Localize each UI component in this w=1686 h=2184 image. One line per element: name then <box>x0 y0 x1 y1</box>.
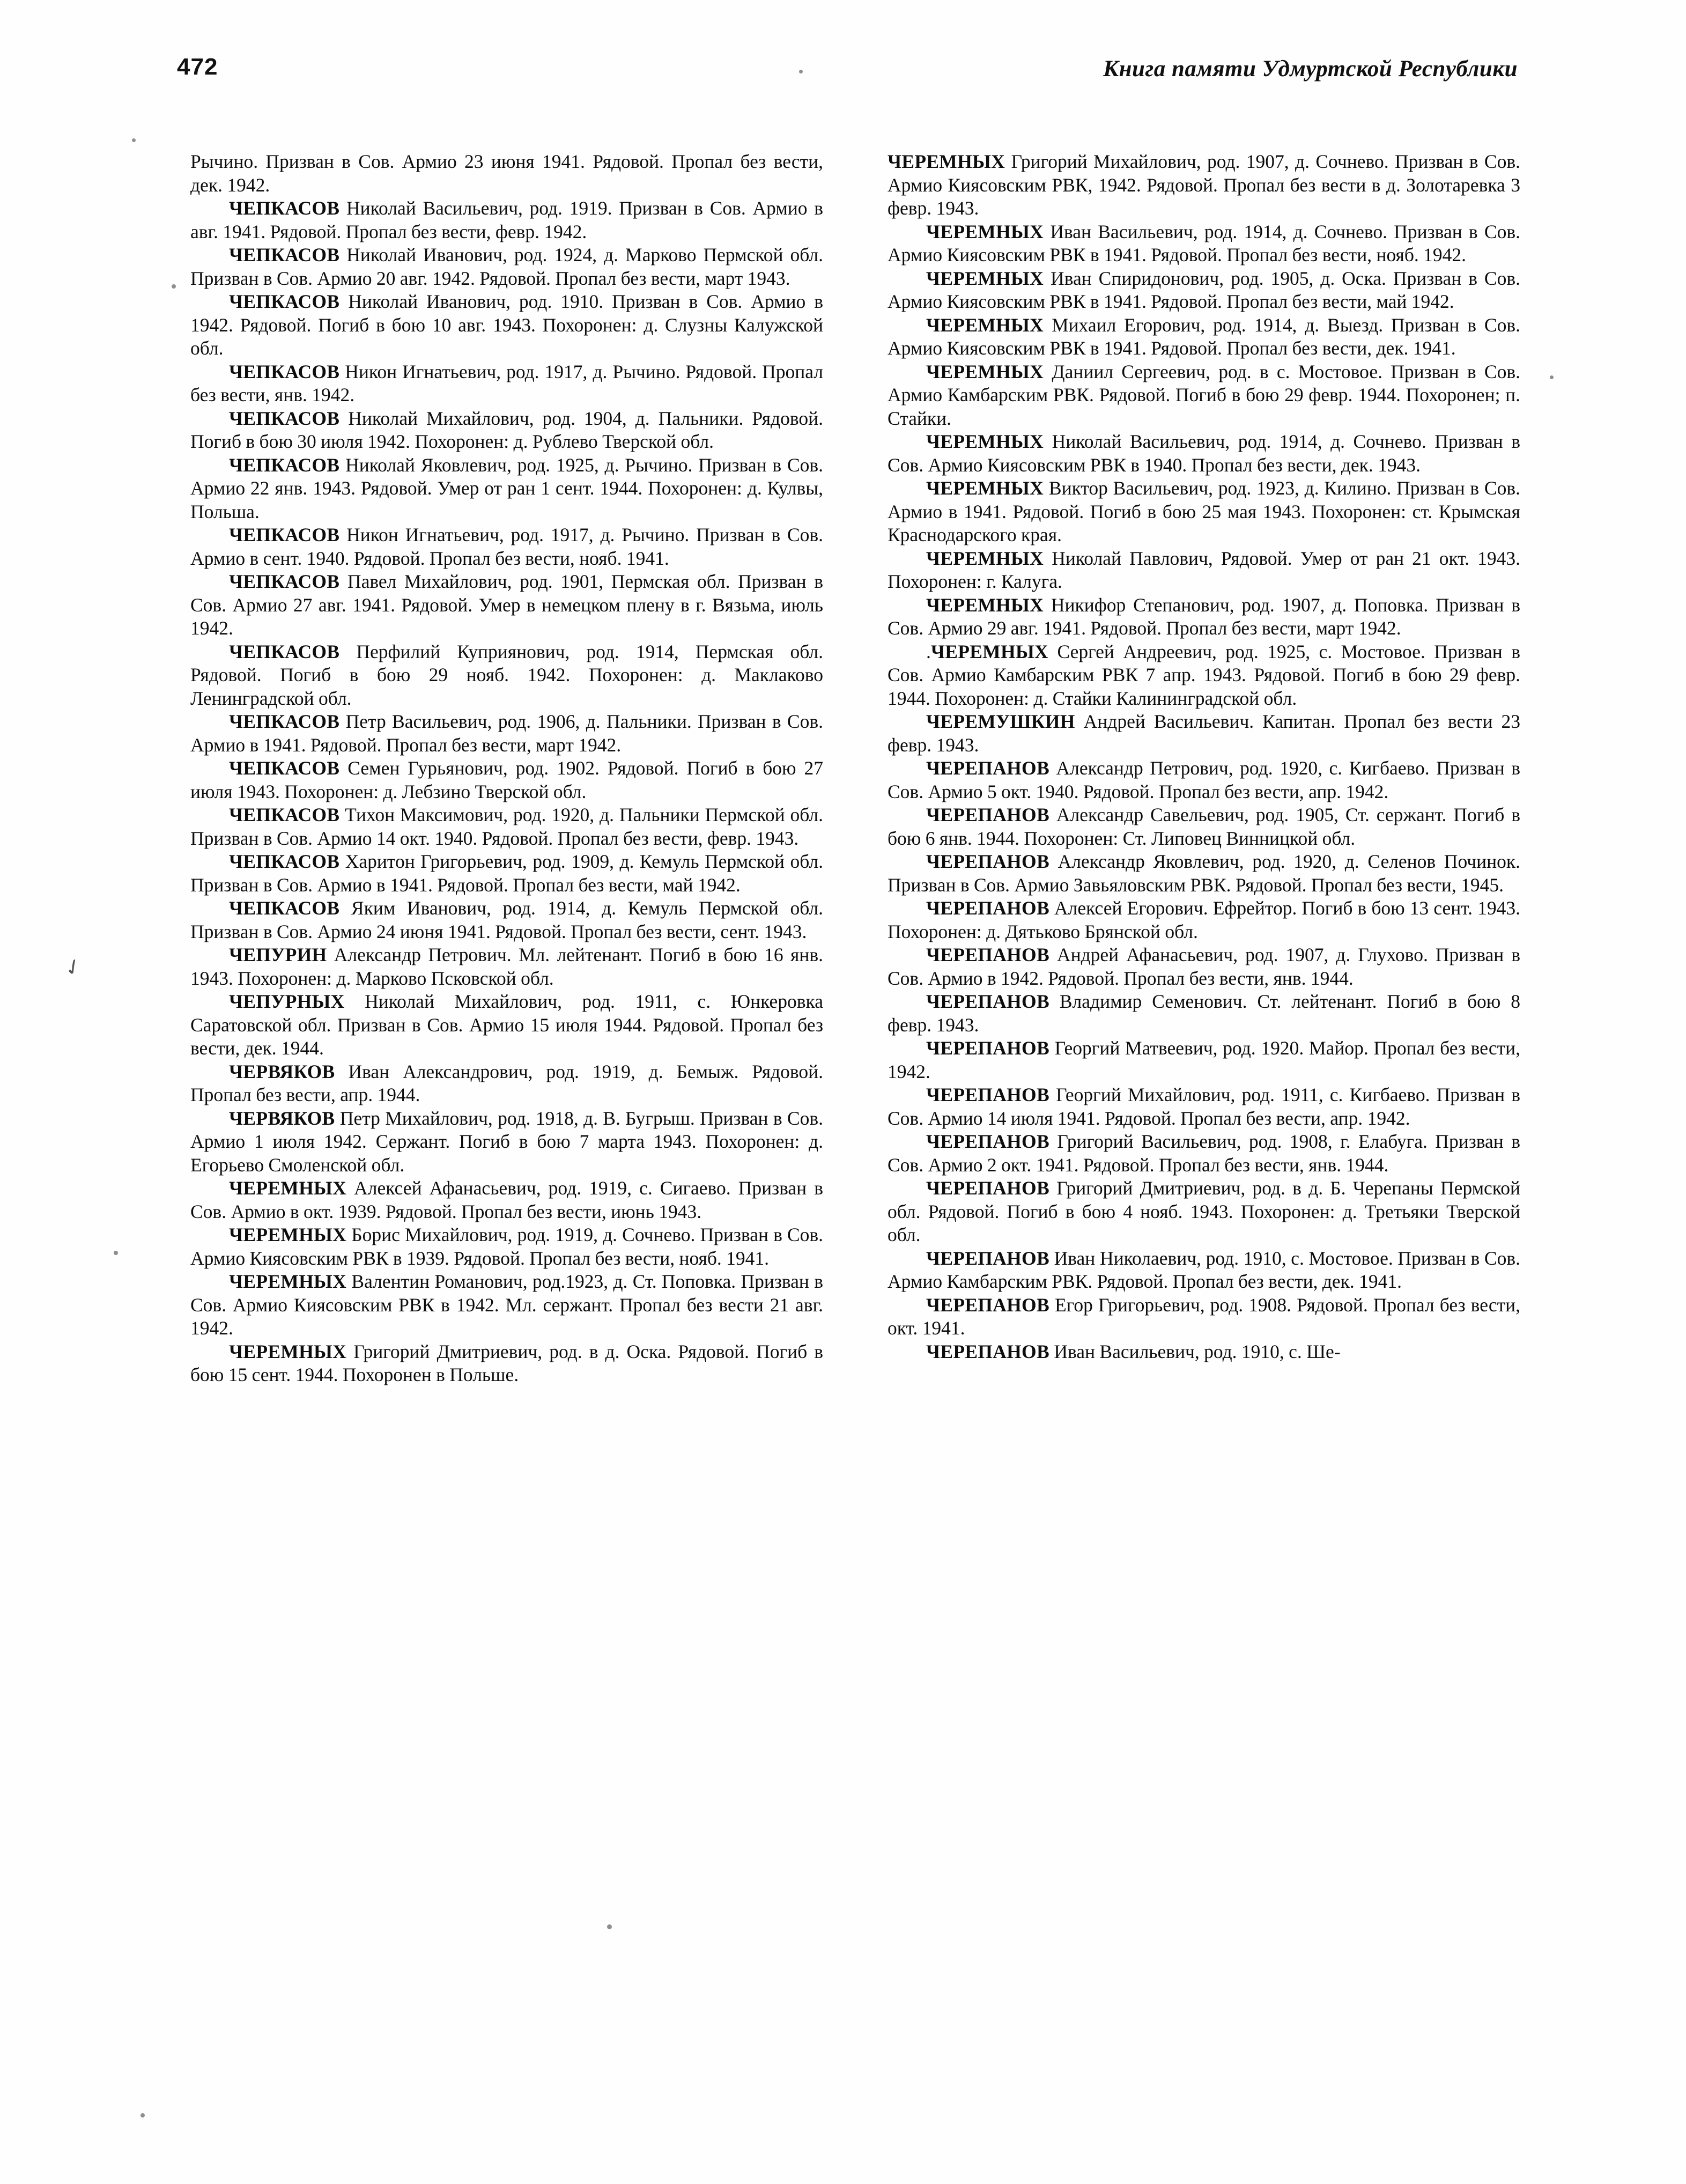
entry-surname: ЧЕРЕМНЫХ <box>926 547 1044 569</box>
entry-body: Петр Михайлович, род. 1918, д. В. Бугрыш. Призван в Сов. Армио 1 июля 1942. Сержант. Погиб в бою 7 марта 1943. Похоронен: д. Егорьево Смоленской обл. <box>190 1107 823 1176</box>
memorial-entry <box>190 1060 823 1107</box>
entry-surname: ЧЕРЕПАНОВ <box>926 1084 1049 1105</box>
text-columns <box>190 150 1520 2049</box>
memorial-entry <box>888 220 1520 267</box>
memorial-entry <box>190 570 823 640</box>
entry-surname: ЧЕРЕМНЫХ <box>229 1340 347 1362</box>
entry-surname: ЧЕПКАСОВ <box>229 640 340 662</box>
memorial-entry <box>888 1177 1520 1247</box>
memorial-entry <box>888 990 1520 1037</box>
entry-body: Яким Иванович, род. 1914, д. Кемуль Пермской обл. Призван в Сов. Армио 24 июня 1941. Рядовой. Пропал без вести, сент. 1943. <box>190 897 823 942</box>
entry-surname: ЧЕРВЯКОВ <box>229 1107 335 1129</box>
memorial-entry <box>190 360 823 407</box>
entry-body: Григорий Васильевич, род. 1908, г. Елабуга. Призван в Сов. Армио 2 окт. 1941. Рядовой. Пропал без вести, янв. 1944. <box>888 1131 1520 1176</box>
memorial-entry <box>888 1037 1520 1083</box>
memorial-entry <box>190 897 823 943</box>
entry-body: Петр Васильевич, род. 1906, д. Пальники. Призван в Сов. Армио в 1941. Рядовой. Пропал без вести, март 1942. <box>190 711 823 756</box>
entry-surname: ЧЕПКАСОВ <box>229 711 340 732</box>
entry-surname: ЧЕРЕМНЫХ <box>926 594 1044 616</box>
entry-surname: ЧЕПКАСОВ <box>229 454 340 476</box>
entry-surname: ЧЕРЕМНЫХ <box>229 1177 347 1199</box>
entry-body: Иван Спиридонович, род. 1905, д. Оска. Призван в Сов. Армио Киясовским РВК в 1941. Рядовой. Пропал без вести, май 1942. <box>888 267 1520 312</box>
entry-surname: ЧЕПКАСОВ <box>229 197 340 219</box>
entry-surname: ЧЕРЕМНЫХ <box>926 267 1044 289</box>
entry-body: Григорий Михайлович, род. 1907, д. Сочнево. Призван в Сов. Армио Киясовским РВК, 1942. Рядовой. Пропал без вести в д. Золотаревка 3 февр. 1943. <box>888 151 1520 219</box>
entry-body: Николай Михайлович, род. 1904, д. Пальники. Рядовой. Погиб в бою 30 июля 1942. Похоронен: д. Рублево Тверской обл. <box>190 407 823 452</box>
entry-body: Николай Васильевич, род. 1919. Призван в Сов. Армио в авг. 1941. Рядовой. Пропал без вести, февр. 1942. <box>190 197 823 242</box>
memorial-entry <box>190 1270 823 1340</box>
memorial-entry <box>190 290 823 360</box>
entry-surname: ЧЕРЕМНЫХ <box>926 314 1044 336</box>
entry-body: Харитон Григорьевич, род. 1909, д. Кемуль Пермской обл. Призван в Сов. Армио в 1941. Рядовой. Пропал без вести, май 1942. <box>190 851 823 896</box>
page-number: 472 <box>177 54 218 80</box>
entry-surname: ЧЕПУРНЫХ <box>229 991 345 1012</box>
entry-body: Валентин Романович, род.1923, д. Ст. Поповка. Призван в Сов. Армио Киясовским РВК в 1942. Мл. сержант. Пропал без вести 21 авг. 1942. <box>190 1271 823 1339</box>
entry-body: Никон Игнатьевич, род. 1917, д. Рычино. Рядовой. Пропал без вести, янв. 1942. <box>190 360 823 405</box>
speck <box>1550 375 1554 379</box>
entry-body: Георгий Матвеевич, род. 1920. Майор. Пропал без вести, 1942. <box>888 1037 1520 1082</box>
speck <box>172 284 176 289</box>
entry-surname: ЧЕРЕПАНОВ <box>926 944 1049 965</box>
memorial-entry <box>888 430 1520 477</box>
entry-surname: ЧЕРЕМНЫХ <box>229 1271 347 1292</box>
entry-body: Александр Яковлевич, род. 1920, д. Селенов Починок. Призван в Сов. Армио Завьяловским РВК. Рядовой. Пропал без вести, 1945. <box>888 851 1520 896</box>
entry-surname: ЧЕРЕПАНОВ <box>926 1247 1049 1269</box>
memorial-entry <box>888 803 1520 850</box>
memorial-entry <box>190 407 823 454</box>
column-right <box>888 150 1520 2049</box>
entry-body: Виктор Васильевич, род. 1923, д. Килино. Призван в Сов. Армио в 1941. Рядовой. Погиб в бою 25 мая 1943. Похоронен: ст. Крымская Краснодарского края. <box>888 477 1520 545</box>
entry-surname: ЧЕРЕМУШКИН <box>926 711 1075 732</box>
entry-surname: ЧЕРВЯКОВ <box>229 1060 335 1082</box>
entry-body: Николай Иванович, род. 1924, д. Марково Пермской обл. Призван в Сов. Армио 20 авг. 1942. Рядовой. Пропал без вести, март 1943. <box>190 244 823 289</box>
memorial-entry <box>888 1247 1520 1294</box>
memorial-entry <box>888 1340 1520 1364</box>
memorial-entry <box>190 640 823 711</box>
memorial-entry <box>888 1294 1520 1340</box>
speck <box>132 138 136 142</box>
entry-body: Алексей Афанасьевич, род. 1919, с. Сигаево. Призван в Сов. Армио в окт. 1939. Рядовой. Пропал без вести, июнь 1943. <box>190 1177 823 1222</box>
speck <box>114 1251 118 1255</box>
memorial-entry <box>888 710 1520 757</box>
entry-body: Андрей Афанасьевич, род. 1907, д. Глухово. Призван в Сов. Армио в 1942. Рядовой. Пропал без вести, янв. 1944. <box>888 944 1520 989</box>
entry-surname: ЧЕПКАСОВ <box>229 757 340 779</box>
entry-body: Никифор Степанович, род. 1907, д. Поповка. Призван в Сов. Армио 29 авг. 1941. Рядовой. Пропал без вести, март 1942. <box>888 594 1520 639</box>
entry-surname: ЧЕРЕПАНОВ <box>926 757 1049 779</box>
entry-body: Тихон Максимович, род. 1920, д. Пальники Пермской обл. Призван в Сов. Армио 14 окт. 1940. Рядовой. Пропал без вести, февр. 1943. <box>190 804 823 849</box>
memorial-entry <box>190 990 823 1060</box>
entry-body: Андрей Васильевич. Капитан. Пропал без вести 23 февр. 1943. <box>888 711 1520 756</box>
entry-body: Георгий Михайлович, род. 1911, с. Кигбаево. Призван в Сов. Армио 14 июля 1941. Рядовой. Пропал без вести, апр. 1942. <box>888 1084 1520 1129</box>
memorial-entry <box>888 640 1520 711</box>
page-header <box>177 54 1518 91</box>
memorial-entry <box>888 897 1520 943</box>
entry-body: Николай Павлович, Рядовой. Умер от ран 21 окт. 1943. Похоронен: г. Калуга. <box>888 547 1520 592</box>
column-left <box>190 150 823 2049</box>
entry-surname: ЧЕРЕМНЫХ <box>926 360 1044 382</box>
memorial-entry <box>888 314 1520 360</box>
memorial-entry <box>190 1223 823 1270</box>
entry-body: Иван Васильевич, род. 1910, с. Ше- <box>1049 1340 1341 1362</box>
entry-body: Иван Николаевич, род. 1910, с. Мостовое. Призван в Сов. Армио Камбарским РВК. Рядовой. Пропал без вести, дек. 1941. <box>888 1247 1520 1292</box>
memorial-entry <box>888 943 1520 990</box>
memorial-entry <box>190 454 823 524</box>
entry-body: Владимир Семенович. Ст. лейтенант. Погиб в бою 8 февр. 1943. <box>888 991 1520 1036</box>
memorial-entry <box>888 547 1520 594</box>
entry-body: Александр Петрович. Мл. лейтенант. Погиб в бою 16 янв. 1943. Похоронен: д. Марково Псковской обл. <box>190 944 823 989</box>
entry-surname: ЧЕПКАСОВ <box>229 897 340 919</box>
memorial-entry <box>888 1130 1520 1177</box>
entry-surname: ЧЕПКАСОВ <box>229 524 340 545</box>
entry-surname: ЧЕРЕМНЫХ <box>926 220 1044 242</box>
entry-body: Александр Савельевич, род. 1905, Ст. сержант. Погиб в бою 6 янв. 1944. Похоронен: Ст. Липовец Винницкой обл. <box>888 804 1520 849</box>
entry-surname: ЧЕРЕПАНОВ <box>926 991 1049 1012</box>
entry-body: Иван Васильевич, род. 1914, д. Сочнево. Призван в Сов. Армио Киясовским РВК в 1941. Рядовой. Пропал без вести, нояб. 1942. <box>888 220 1520 265</box>
entry-dot-mark: . <box>926 640 931 662</box>
pen-stroke: ✓ <box>60 952 87 983</box>
book-title: Книга памяти Удмуртской Республики <box>1103 56 1518 82</box>
entry-surname: ЧЕРЕПАНОВ <box>926 1037 1049 1059</box>
entry-surname: ЧЕРЕПАНОВ <box>926 851 1049 872</box>
entry-surname: ЧЕРЕМНЫХ <box>229 1224 347 1245</box>
entry-body: Иван Александрович, род. 1919, д. Бемыж. Рядовой. Пропал без вести, апр. 1944. <box>190 1060 823 1105</box>
memorial-entry <box>888 477 1520 547</box>
entry-surname: ЧЕРЕМНЫХ <box>888 151 1005 172</box>
memorial-entry <box>888 850 1520 897</box>
memorial-entry <box>888 1083 1520 1130</box>
entry-body: Рычино. Призван в Сов. Армио 23 июня 1941. Рядовой. Пропал без вести, дек. 1942. <box>190 151 823 196</box>
memorial-entry <box>888 594 1520 640</box>
entry-body: Сергей Андреевич, род. 1925, с. Мостовое. Призван в Сов. Армио Камбарским РВК 7 апр. 1943. Рядовой. Погиб в бою 29 февр. 1944. Похоронен: д. Стайки Калининградской обл. <box>888 640 1520 709</box>
entry-body: Алексей Егорович. Ефрейтор. Погиб в бою 13 сент. 1943. Похоронен: д. Дятьково Брянской обл. <box>888 897 1520 942</box>
entry-body: Александр Петрович, род. 1920, с. Кигбаево. Призван в Сов. Армио 5 окт. 1940. Рядовой. Пропал без вести, апр. 1942. <box>888 757 1520 802</box>
entry-body: Даниил Сергеевич, род. в с. Мостовое. Призван в Сов. Армио Камбарским РВК. Рядовой. Погиб в бою 29 февр. 1944. Похоронен; п. Стайки. <box>888 360 1520 429</box>
entry-body: Егор Григорьевич, род. 1908. Рядовой. Пропал без вести, окт. 1941. <box>888 1294 1520 1339</box>
memorial-entry <box>190 150 823 197</box>
memorial-entry <box>888 267 1520 314</box>
entry-surname: ЧЕРЕПАНОВ <box>926 1177 1049 1199</box>
memorial-entry <box>190 710 823 757</box>
entry-surname: ЧЕРЕМНЫХ <box>926 431 1044 452</box>
entry-body: Павел Михайлович, род. 1901, Пермская обл. Призван в Сов. Армио 27 авг. 1941. Рядовой. Умер в немецком плену в г. Вязьма, июль 1942. <box>190 571 823 639</box>
entry-surname: ЧЕПКАСОВ <box>229 360 340 382</box>
memorial-entry <box>888 360 1520 431</box>
entry-body: Перфилий Куприянович, род. 1914, Пермская обл. Рядовой. Погиб в бою 29 нояб. 1942. Похоронен: д. Маклаково Ленинградской обл. <box>190 640 823 709</box>
memorial-entry <box>190 1107 823 1177</box>
entry-surname: ЧЕПКАСОВ <box>229 407 340 429</box>
entry-surname: ЧЕРЕПАНОВ <box>926 804 1049 825</box>
entry-surname: ЧЕРЕПАНОВ <box>926 1131 1049 1152</box>
entry-body: Николай Яковлевич, род. 1925, д. Рычино. Призван в Сов. Армио 22 янв. 1943. Рядовой. Умер от ран 1 сент. 1944. Похоронен: д. Кулвы, Польша. <box>190 454 823 522</box>
memorial-entry <box>190 850 823 897</box>
entry-body: Григорий Дмитриевич, род. в д. Оска. Рядовой. Погиб в бою 15 сент. 1944. Похоронен в Польше. <box>190 1340 823 1385</box>
speck <box>140 2113 145 2117</box>
entry-surname: ЧЕРЕПАНОВ <box>926 1340 1049 1362</box>
memorial-entry <box>190 523 823 570</box>
entry-body: Никон Игнатьевич, род. 1917, д. Рычино. Призван в Сов. Армио в сент. 1940. Рядовой. Пропал без вести, нояб. 1941. <box>190 524 823 569</box>
entry-surname: ЧЕРЕПАНОВ <box>926 897 1049 919</box>
entry-surname: ЧЕРЕМНЫХ <box>926 477 1044 499</box>
memorial-entry <box>190 197 823 244</box>
entry-surname: ЧЕРЕМНЫХ <box>930 640 1048 662</box>
entry-body: Григорий Дмитриевич, род. в д. Б. Черепаны Пермской обл. Рядовой. Погиб в бою 4 нояб. 1943. Похоронен: д. Третьяки Тверской обл. <box>888 1177 1520 1245</box>
memorial-entry <box>190 1340 823 1387</box>
memorial-entry <box>190 244 823 290</box>
memorial-entry <box>190 803 823 850</box>
entry-body: Николай Михайлович, род. 1911, с. Юнкеровка Саратовской обл. Призван в Сов. Армио 15 июля 1944. Рядовой. Пропал без вести, дек. 1944. <box>190 991 823 1059</box>
entry-body: Семен Гурьянович, род. 1902. Рядовой. Погиб в бою 27 июля 1943. Похоронен: д. Лебзино Тверской обл. <box>190 757 823 802</box>
entry-surname: ЧЕПКАСОВ <box>229 851 340 872</box>
memorial-entry <box>190 943 823 990</box>
memorial-entry <box>888 757 1520 803</box>
entry-surname: ЧЕПКАСОВ <box>229 291 340 312</box>
entry-surname: ЧЕРЕПАНОВ <box>926 1294 1049 1316</box>
entry-body: Николай Васильевич, род. 1914, д. Сочнево. Призван в Сов. Армио Киясовским РВК в 1940. Пропал без вести, дек. 1943. <box>888 431 1520 476</box>
entry-body: Михаил Егорович, род. 1914, д. Выезд. Призван в Сов. Армио Киясовским РВК в 1941. Рядовой. Пропал без вести, дек. 1941. <box>888 314 1520 359</box>
entry-surname: ЧЕПУРИН <box>229 944 327 965</box>
entry-surname: ЧЕПКАСОВ <box>229 804 340 825</box>
entry-surname: ЧЕПКАСОВ <box>229 244 340 265</box>
memorial-entry <box>888 150 1520 220</box>
entry-surname: ЧЕПКАСОВ <box>229 571 340 592</box>
entry-body: Борис Михайлович, род. 1919, д. Сочнево. Призван в Сов. Армио Киясовским РВК в 1939. Рядовой. Пропал без вести, нояб. 1941. <box>190 1224 823 1269</box>
memorial-entry <box>190 757 823 803</box>
entry-body: Николай Иванович, род. 1910. Призван в Сов. Армио в 1942. Рядовой. Погиб в бою 10 авг. 1943. Похоронен: д. Слузны Калужской обл. <box>190 291 823 359</box>
memorial-entry <box>190 1177 823 1223</box>
